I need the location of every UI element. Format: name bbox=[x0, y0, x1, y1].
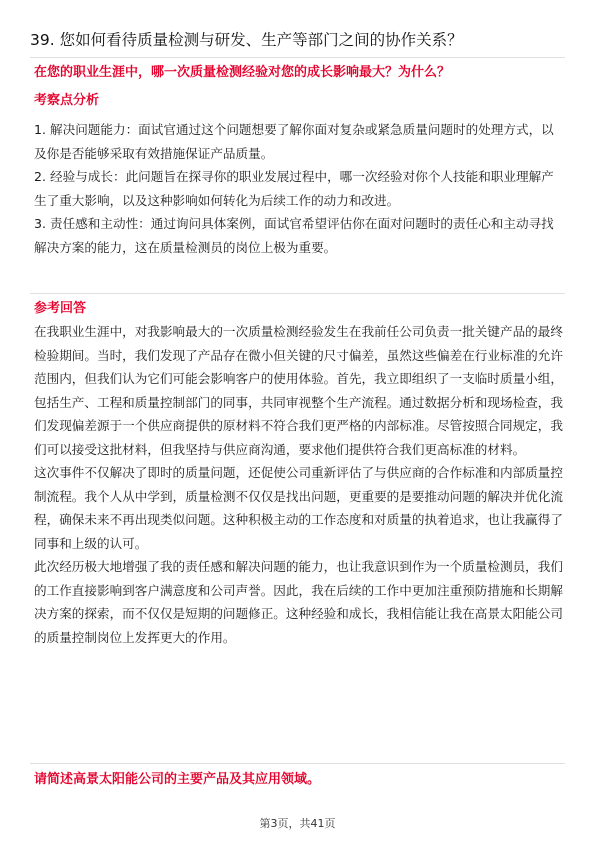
answer-paragraph: 在我职业生涯中，对我影响最大的一次质量检测经验发生在我前任公司负责一批关键产品的最终检验期间。当时，我们发现了产品存在微小但关键的尺寸偏差，虽然这些偏差在行业标准的允许范围内，但我们认为它们可能会影响客户的使用体验。首先，我立即组织了一支临时质量小组，包括生产、工程和质量控制部门的同事，共同审视整个生产流程。通过数据分析和现场检查，我们发现偏差源于一个供应商提供的原材料不符合我们更严格的内部标准。尽管按照合同规定，我们可以接受这批材料，但我坚持与供应商沟通，要求他们提供符合我们更高标准的材料。 bbox=[34, 324, 563, 457]
answer-paragraph: 此次经历极大地增强了我的责任感和解决问题的能力，也让我意识到作为一个质量检测员，我们的工作直接影响到客户满意度和公司声誉。因此，我在后续的工作中更加注重预防措施和长期解决方案的探索，而不仅仅是短期的问题修正。这种经验和成长，我相信能让我在高景太阳能公司的质量控制岗位上发挥更大的作用。 bbox=[34, 559, 563, 645]
question-title: 39. 您如何看待质量检测与研发、生产等部门之间的协作关系？ bbox=[30, 31, 463, 49]
answer-heading: 参考回答 bbox=[34, 301, 87, 316]
analysis-points bbox=[34, 118, 563, 259]
divider bbox=[30, 293, 565, 294]
page-footer: 第3页，共41页 bbox=[259, 817, 336, 830]
analysis-heading: 考察点分析 bbox=[34, 93, 100, 108]
analysis-point: 3. 责任感和主动性：通过询问具体案例，面试官希望评估你在面对问题时的责任心和主动寻找解决方案的能力，这在质量检测员的岗位上极为重要。 bbox=[34, 216, 554, 255]
next-question: 请简述高景太阳能公司的主要产品及其应用领域。 bbox=[34, 772, 321, 787]
divider bbox=[30, 763, 565, 764]
answer-body bbox=[34, 320, 563, 649]
analysis-point: 1. 解决问题能力：面试官通过这个问题想要了解你面对复杂或紧急质量问题时的处理方式，以及你是否能够采取有效措施保证产品质量。 bbox=[34, 122, 554, 161]
followup-question: 在您的职业生涯中，哪一次质量检测经验对您的成长影响最大？为什么？ bbox=[34, 65, 451, 80]
divider bbox=[30, 57, 565, 58]
analysis-point: 2. 经验与成长：此问题旨在探寻你的职业发展过程中，哪一次经验对你个人技能和职业理解产生了重大影响，以及这种影响如何转化为后续工作的动力和改进。 bbox=[34, 169, 554, 208]
answer-paragraph: 这次事件不仅解决了即时的质量问题，还促使公司重新评估了与供应商的合作标准和内部质量控制流程。我个人从中学到，质量检测不仅仅是找出问题，更重要的是要推动问题的解决并优化流程，确保未来不再出现类似问题。这种积极主动的工作态度和对质量的执着追求，也让我赢得了同事和上级的认可。 bbox=[34, 465, 563, 551]
